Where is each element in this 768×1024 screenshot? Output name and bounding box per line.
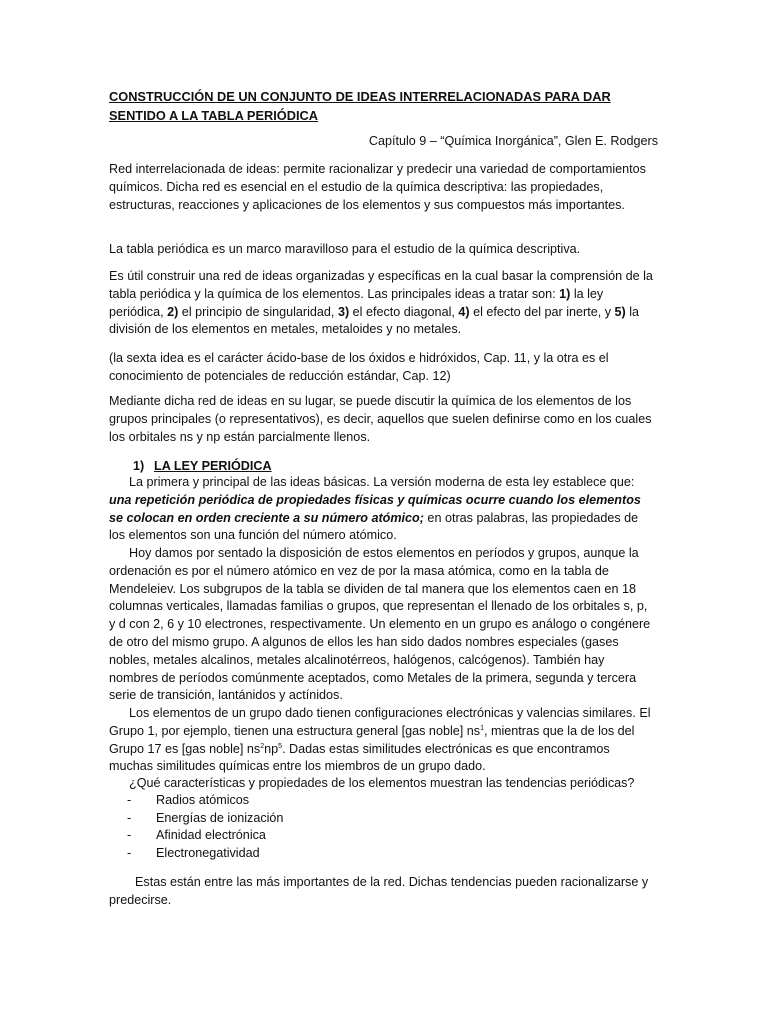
ley-conclusion-text: en otras palabras, las propiedades de los elementos son una función del número atómico.: [109, 510, 639, 543]
config-text-a: Los elementos de un grupo dado tienen configuraciones electrónicas y valencias similares. El Grupo 1, por ejemplo, tienen una estructura general [gas noble] ns: [109, 706, 651, 738]
paragraph-principales-ideas: [109, 268, 656, 339]
ideas-intro-text: Es útil construir una red de ideas organizadas y específicas en la cual basar la comprensión de la tabla periódica y la química de los elementos. Las principales ideas a tratar son:: [109, 269, 653, 301]
title-line-2: SENTIDO A LA TABLA PERIÓDICA: [109, 108, 319, 123]
list-item: [127, 792, 283, 810]
idea-number-4: 4): [458, 304, 470, 319]
list-item: [127, 845, 283, 863]
idea-number-3: 3): [337, 304, 350, 319]
idea-text-3: el efecto diagonal,: [349, 304, 459, 319]
paragraph-ley-periodica: [109, 474, 656, 545]
list-dash: -: [127, 810, 132, 825]
cierre-text: Estas están entre las más importantes de la red. Dichas tendencias pueden racionalizarse y predecirse.: [109, 875, 649, 907]
paragraph-red-ideas: Red interrelacionada de ideas: permite racionalizar y predecir una variedad de comportamientos químicos. Dicha red es esencial en el estudio de la química descriptiva: las propiedades, estructuras, reacciones y aplicaciones de los elementos y sus compuestos más importantes.: [109, 162, 646, 212]
pregunta-text: ¿Qué características y propiedades de los elementos muestran las tendencias periódicas?: [129, 776, 635, 790]
idea-number-2: 2): [167, 304, 179, 319]
idea-number-5: 5): [614, 304, 626, 319]
idea-text-5: la división de los elementos en metales, metaloides y no metales.: [109, 304, 640, 337]
superscript-3: 5: [278, 742, 283, 750]
section-number: 1): [133, 459, 145, 473]
config-text-c: np: [264, 741, 279, 756]
paragraph-periodos-grupos: [109, 545, 656, 705]
paragraph-configuraciones: [109, 705, 656, 776]
list-item-text: Radios atómicos: [156, 793, 250, 807]
idea-number-1: 1): [559, 286, 571, 301]
paragraph-grupos-principales: Mediante dicha red de ideas en su lugar, se puede discutir la química de los elementos de los grupos principales (o representativos), es decir, aquellos que suelen definirse como en los cuales los orbitales ns y np están parcialmente llenos.: [109, 394, 652, 444]
paragraph-cierre: [109, 874, 656, 910]
tendencias-list: [127, 792, 283, 862]
periodos-grupos-text: Hoy damos por sentado la disposición de estos elementos en períodos y grupos, aunque la ordenación es por el número atómico en vez de por la masa atómica, como en la tabla de Mendeleiev. Los subgrupos de la tabla se dividen de tal manera que los elementos caen en 18 columnas verticales, llamadas familias o grupos, que representan el llenado de los orbitales s, p, y d con 2, 6 y 10 electrones, respectivamente. Un elemento en un grupo es análogo o congénere de otro del mismo grupo. A algunos de ellos les han sido dados nombres especiales (gases nobles, metales alcalinos, metales alcalinotérreos, halógenos, calcógenos). También hay nombres de períodos comúnmente aceptados, como Metales de la primera, segunda y tercera serie de transición, lantánidos y actínidos.: [109, 546, 651, 703]
document-title: [109, 87, 656, 125]
paragraph-tabla-periodica: La tabla periódica es un marco maravilloso para el estudio de la química descriptiva.: [109, 242, 581, 256]
superscript-1: 1: [480, 724, 484, 732]
list-item-text: Energías de ionización: [156, 810, 284, 825]
idea-text-1: la ley periódica,: [109, 286, 604, 319]
config-text-b: , mientras que la de los del Grupo 17 es [gas noble] ns: [109, 723, 635, 756]
ley-intro-text: La primera y principal de las ideas básicas. La versión moderna de esta ley establece que:: [129, 475, 635, 489]
list-item-text: Afinidad electrónica: [156, 828, 266, 842]
superscript-2: 2: [260, 742, 265, 750]
idea-text-2: el principio de singularidad,: [178, 304, 338, 319]
paragraph-pregunta: [109, 775, 656, 793]
ley-definition-emphasis: una repetición periódica de propiedades físicas y químicas ocurre cuando los elementos se colocan en orden creciente a su número atómico;: [109, 492, 641, 525]
config-text-d: . Dadas estas similitudes electrónicas es que encontramos muchas similitudes químicas entre los miembros de un grupo dado.: [109, 741, 610, 774]
list-dash: -: [127, 828, 132, 842]
document-subtitle: Capítulo 9 – “Química Inorgánica”, Glen E. Rodgers: [368, 134, 658, 148]
paragraph-sexta-idea: (la sexta idea es el carácter ácido-base de los óxidos e hidróxidos, Cap. 11, y la otra es el conocimiento de potenciales de reducción estándar, Cap. 12): [109, 351, 609, 383]
list-item-text: Electronegatividad: [156, 845, 260, 860]
list-item: [127, 827, 283, 845]
section-label: LA LEY PERIÓDICA: [154, 459, 272, 473]
list-dash: -: [127, 793, 132, 807]
idea-text-4: el efecto del par inerte, y: [469, 304, 615, 319]
section-heading-ley-periodica: [133, 458, 272, 475]
list-dash: -: [127, 845, 132, 860]
title-line-1: CONSTRUCCIÓN DE UN CONJUNTO DE IDEAS INTERRELACIONADAS PARA DAR: [109, 89, 611, 104]
list-item: [127, 810, 283, 828]
